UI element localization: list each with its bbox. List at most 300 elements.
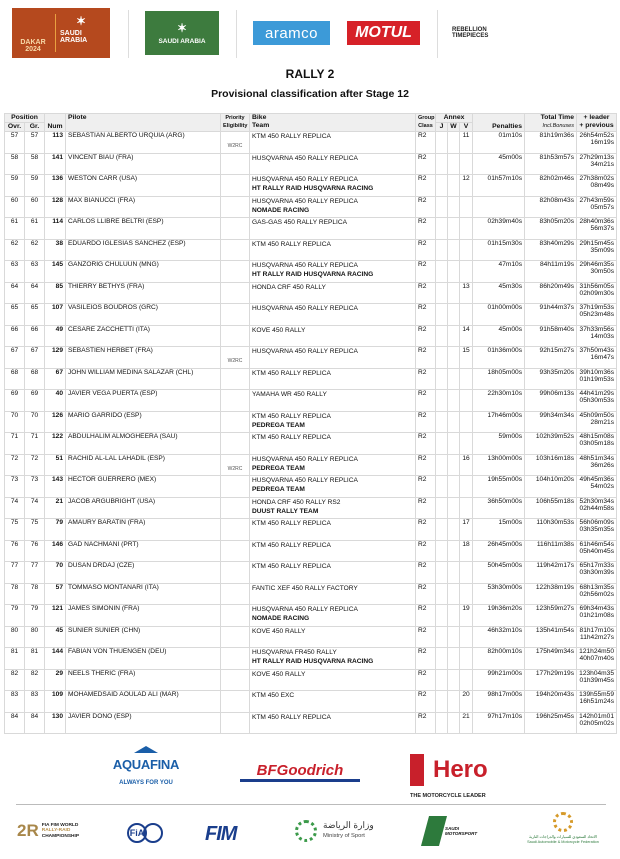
cell-bike-team <box>250 175 416 197</box>
cell-bike-team <box>250 304 416 326</box>
cell-penalties: 45m00s <box>473 153 525 175</box>
gap-to-leader: 39h10m36s <box>579 368 614 376</box>
cell-group-position: 72 <box>25 454 45 476</box>
cell-penalties: 36h50m00s <box>473 497 525 519</box>
fia-globe-icon <box>143 823 163 843</box>
gap-to-previous: 01h21m08s <box>579 612 614 619</box>
table-row <box>5 347 617 369</box>
table-row <box>5 669 617 691</box>
w2rc-line1: FIA FIM WORLD <box>41 822 79 828</box>
cell-priority <box>221 196 250 218</box>
cell-annex-v: 17 <box>460 519 473 541</box>
cell-annex-j <box>436 454 448 476</box>
gap-to-previous: 01h19m53s <box>579 375 614 383</box>
bike-name: KTM 450 RALLY REPLICA <box>252 412 331 420</box>
cell-bike-team <box>250 691 416 713</box>
cell-priority <box>221 669 250 691</box>
cell-pilote: FABIAN VON THUENGEN (DEU) <box>66 648 221 670</box>
cell-pilote: CESARE ZACCHETTI (ITA) <box>66 325 221 347</box>
cell-pilote: TOMMASO MONTANARI (ITA) <box>66 583 221 605</box>
gap-to-leader: 31h56m05s <box>579 282 614 290</box>
cell-pilote: HECTOR GUERRERO (MEX) <box>66 476 221 498</box>
cell-bike-team <box>250 196 416 218</box>
cell-group-position: 65 <box>25 304 45 326</box>
cell-bike-team <box>250 583 416 605</box>
aquafina-name: AQUAFINA <box>112 757 180 772</box>
cell-annex-w <box>448 261 460 283</box>
cell-class: R2 <box>416 304 436 326</box>
cell-penalties: 26h45m00s <box>473 540 525 562</box>
cell-penalties: 01m10s <box>473 132 525 154</box>
cell-annex-w <box>448 497 460 519</box>
cell-number: 109 <box>45 691 66 713</box>
cell-annex-v <box>460 411 473 433</box>
cell-pilote: RACHID AL-LAL LAHADIL (ESP) <box>66 454 221 476</box>
bike-name: HUSQVARNA 450 RALLY REPLICA <box>252 477 358 484</box>
rebellion-logo: REBELLION TIMEPIECES <box>452 27 489 39</box>
header-bike: Bike <box>252 114 267 121</box>
cell-priority <box>221 605 250 627</box>
gap-to-previous: 08m49s <box>590 182 614 189</box>
gap-to-previous: 54m02s <box>590 483 614 490</box>
header-previous: + previous <box>579 122 614 129</box>
header-group-class <box>416 114 436 132</box>
motul-logo: MOTUL <box>347 21 420 45</box>
cell-pilote: EDUARDO IGLESIAS SANCHEZ (ESP) <box>66 239 221 261</box>
cell-number: 114 <box>45 218 66 240</box>
cell-gaps <box>577 390 617 412</box>
cell-priority <box>221 261 250 283</box>
cell-annex-j <box>436 153 448 175</box>
table-row <box>5 454 617 476</box>
cell-penalties: 45m00s <box>473 325 525 347</box>
cell-gaps <box>577 239 617 261</box>
bike-name: HONDA CRF 450 RALLY RS2 <box>252 498 341 506</box>
main-sponsors <box>0 746 620 802</box>
cell-class: R2 <box>416 583 436 605</box>
bike-name: HUSQVARNA 450 RALLY REPLICA <box>252 348 358 355</box>
cell-number: 57 <box>45 583 66 605</box>
gap-to-leader: 37h33m56s <box>579 325 614 333</box>
cell-annex-w <box>448 153 460 175</box>
cell-overall-position: 69 <box>5 390 25 412</box>
samf-arabic: الاتحاد السعودي للسيارات والدراجات النارية <box>529 835 597 839</box>
gap-to-previous: 02h05m02s <box>579 719 614 727</box>
cell-penalties: 50h45m00s <box>473 562 525 584</box>
cell-annex-v <box>460 626 473 648</box>
aramco-logo: aramco <box>253 21 330 45</box>
cell-priority <box>221 282 250 304</box>
bfgoodrich-logo: BFGoodrich <box>240 762 360 782</box>
cell-group-position: 69 <box>25 390 45 412</box>
cell-penalties: 45m30s <box>473 282 525 304</box>
cell-total-time: 123h59m27s <box>525 605 577 627</box>
cell-class: R2 <box>416 712 436 734</box>
dakar-2024-logo <box>12 8 110 58</box>
cell-pilote: MARIO GARRIDO (ESP) <box>66 411 221 433</box>
cell-penalties: 19h55m00s <box>473 476 525 498</box>
cell-number: 143 <box>45 476 66 498</box>
bike-name: HUSQVARNA 450 RALLY REPLICA <box>252 305 358 312</box>
cell-group-position: 61 <box>25 218 45 240</box>
table-row <box>5 239 617 261</box>
bike-name: HUSQVARNA 450 RALLY REPLICA <box>252 262 358 269</box>
cell-bike-team <box>250 454 416 476</box>
dakar-saudi-text: SAUDI ARABIA <box>60 30 88 44</box>
team-name: PEDREGA TEAM <box>252 421 305 429</box>
cell-gaps <box>577 433 617 455</box>
cell-bike-team <box>250 347 416 369</box>
header-bike-team <box>250 114 416 132</box>
cell-annex-j <box>436 261 448 283</box>
cell-pilote: MAX BIANUCCI (FRA) <box>66 196 221 218</box>
cell-overall-position: 60 <box>5 196 25 218</box>
cell-annex-w <box>448 454 460 476</box>
cell-annex-v <box>460 562 473 584</box>
cell-annex-w <box>448 239 460 261</box>
cell-class: R2 <box>416 196 436 218</box>
gap-to-leader: 139h55m59 <box>579 691 614 698</box>
cell-annex-v <box>460 153 473 175</box>
bike-name: KTM 450 RALLY REPLICA <box>252 133 331 140</box>
cell-penalties: 13h00m00s <box>473 454 525 476</box>
cell-group-position: 78 <box>25 583 45 605</box>
cell-annex-v <box>460 648 473 670</box>
cell-gaps <box>577 325 617 347</box>
cell-class: R2 <box>416 347 436 369</box>
cell-pilote: SEBASTIAN ALBERTO URQUIA (ARG) <box>66 132 221 154</box>
header-priority-eligibility <box>221 114 250 132</box>
bike-name: KTM 450 RALLY REPLICA <box>252 240 331 248</box>
gap-to-leader: 27h43m59s <box>579 196 614 204</box>
gap-to-previous: 36m26s <box>590 461 614 469</box>
cell-penalties: 19h36m20s <box>473 605 525 627</box>
cell-annex-w <box>448 540 460 562</box>
cell-pilote: SÉBASTIEN HERBET (FRA) <box>66 347 221 369</box>
cell-pilote: MOHAMEDSAID AOULAD ALI (MAR) <box>66 691 221 713</box>
cell-annex-w <box>448 669 460 691</box>
cell-class: R2 <box>416 669 436 691</box>
cell-pilote: JACOB ARGUBRIGHT (USA) <box>66 497 221 519</box>
cell-annex-w <box>448 476 460 498</box>
header-incl-bonuses: Incl.Bonuses <box>542 123 574 129</box>
bike-name: KTM 450 RALLY REPLICA <box>252 434 331 441</box>
samf-logo <box>518 812 608 845</box>
ministry-flower-icon <box>295 820 317 842</box>
cell-overall-position: 64 <box>5 282 25 304</box>
header-penalties: Penalties <box>473 114 525 132</box>
header-logos <box>0 0 620 62</box>
cell-gaps <box>577 648 617 670</box>
bike-name: KTM 450 RALLY REPLICA <box>252 369 331 377</box>
cell-annex-v <box>460 476 473 498</box>
cell-priority <box>221 175 250 197</box>
cell-pilote: SUNIER SUNIER (CHN) <box>66 626 221 648</box>
bike-name: HUSQVARNA 450 RALLY REPLICA <box>252 197 358 205</box>
cell-bike-team <box>250 282 416 304</box>
team-name: DUUST RALLY TEAM <box>252 507 319 515</box>
gap-to-previous: 03h35m35s <box>579 526 614 533</box>
header-annex: Annex <box>436 114 473 123</box>
palm-swords-icon: ✶ <box>76 14 87 28</box>
table-row <box>5 390 617 412</box>
gap-to-leader: 28h40m36s <box>579 218 614 225</box>
cell-annex-j <box>436 540 448 562</box>
cell-number: 67 <box>45 368 66 390</box>
cell-annex-v: 20 <box>460 691 473 713</box>
cell-class: R2 <box>416 562 436 584</box>
cell-class: R2 <box>416 626 436 648</box>
fia-globe-icon: FiA <box>127 823 147 843</box>
gap-to-leader: 44h41m29s <box>579 390 614 397</box>
cell-annex-w <box>448 411 460 433</box>
team-name: PEDREGA TEAM <box>252 464 305 472</box>
table-row <box>5 476 617 498</box>
table-row <box>5 583 617 605</box>
bike-name: GAS-GAS 450 RALLY REPLICA <box>252 219 348 226</box>
table-row <box>5 153 617 175</box>
bike-name: HUSQVARNA 450 RALLY REPLICA <box>252 154 358 162</box>
cell-gaps <box>577 669 617 691</box>
cell-number: 40 <box>45 390 66 412</box>
table-row <box>5 304 617 326</box>
bike-name: KTM 450 EXC <box>252 692 295 699</box>
cell-annex-v <box>460 583 473 605</box>
gap-to-leader: 65h17m33s <box>579 562 614 569</box>
saudi-arabia-logo <box>145 11 219 55</box>
cell-penalties: 46h32m10s <box>473 626 525 648</box>
cell-pilote: CARLOS LLIBRE BELTRI (ESP) <box>66 218 221 240</box>
cell-bike-team <box>250 368 416 390</box>
header-gaps <box>577 114 617 132</box>
hero-name: Hero <box>433 756 488 783</box>
cell-total-time: 194h20m43s <box>525 691 577 713</box>
cell-penalties: 02h39m40s <box>473 218 525 240</box>
cell-gaps <box>577 304 617 326</box>
cell-bike-team <box>250 626 416 648</box>
cell-gaps <box>577 411 617 433</box>
cell-priority <box>221 519 250 541</box>
cell-annex-j <box>436 132 448 154</box>
saudi-arabia-text: SAUDI ARABIA <box>158 38 206 45</box>
footer-divider <box>16 804 606 805</box>
table-row <box>5 132 617 154</box>
fia-logo <box>127 822 167 844</box>
cell-annex-j <box>436 648 448 670</box>
cell-group-position: 62 <box>25 239 45 261</box>
cell-gaps <box>577 605 617 627</box>
gap-to-previous: 14m03s <box>590 332 614 340</box>
table-row <box>5 605 617 627</box>
cell-annex-j <box>436 691 448 713</box>
cell-annex-v <box>460 218 473 240</box>
cell-overall-position: 74 <box>5 497 25 519</box>
cell-gaps <box>577 368 617 390</box>
team-name: NOMADE RACING <box>252 206 310 214</box>
dakar-year-text: 2024 <box>25 46 41 54</box>
cell-group-position: 57 <box>25 132 45 154</box>
cell-pilote: JAVIER VEGA PUERTA (ESP) <box>66 390 221 412</box>
cell-group-position: 67 <box>25 347 45 369</box>
cell-penalties: 59m00s <box>473 433 525 455</box>
saudi-motorsport-logo <box>425 816 477 846</box>
w2rc-logo <box>17 821 79 841</box>
cell-annex-w <box>448 648 460 670</box>
table-row <box>5 712 617 734</box>
cell-group-position: 75 <box>25 519 45 541</box>
w2rc-line3: CHAMPIONSHIP <box>41 833 80 839</box>
cell-class: R2 <box>416 411 436 433</box>
cell-priority <box>221 325 250 347</box>
cell-priority <box>221 476 250 498</box>
cell-penalties: 18h05m00s <box>473 368 525 390</box>
cell-annex-j <box>436 368 448 390</box>
cell-total-time: 82h08m43s <box>525 196 577 218</box>
cell-pilote: GANZORIG CHULUUN (MNG) <box>66 261 221 283</box>
cell-annex-j <box>436 304 448 326</box>
cell-group-position: 81 <box>25 648 45 670</box>
header-num: Num <box>45 114 66 132</box>
cell-total-time: 84h11m19s <box>525 261 577 283</box>
gap-to-previous: 05h23m48s <box>579 311 614 318</box>
cell-number: 129 <box>45 347 66 369</box>
cell-number: 141 <box>45 153 66 175</box>
cell-number: 121 <box>45 605 66 627</box>
gap-to-leader: 56h06m09s <box>579 519 614 526</box>
cell-annex-v <box>460 196 473 218</box>
cell-class: R2 <box>416 282 436 304</box>
samf-english: Saudi Automobile & Motorcycle Federation <box>527 840 599 844</box>
table-row <box>5 196 617 218</box>
cell-overall-position: 66 <box>5 325 25 347</box>
saudi-motorsport-line1: SAUDI <box>445 826 460 831</box>
cell-number: 130 <box>45 712 66 734</box>
gap-to-previous: 05m57s <box>590 203 614 211</box>
cell-total-time: 91h44m37s <box>525 304 577 326</box>
cell-number: 21 <box>45 497 66 519</box>
bike-name: HONDA CRF 450 RALLY <box>252 283 326 291</box>
gap-to-leader: 26h54m52s <box>579 132 614 139</box>
cell-total-time: 82h02m46s <box>525 175 577 197</box>
cell-annex-j <box>436 712 448 734</box>
gap-to-leader: 48h51m34s <box>579 454 614 462</box>
gap-to-previous: 02h56m02s <box>579 590 614 598</box>
saudi-motorsport-line2: MOTORSPORT <box>445 831 478 836</box>
cell-number: 29 <box>45 669 66 691</box>
cell-gaps <box>577 454 617 476</box>
team-name: PEDREGA TEAM <box>252 486 305 493</box>
header-total-time <box>525 114 577 132</box>
team-name: NOMADE RACING <box>252 615 310 622</box>
cell-number: 144 <box>45 648 66 670</box>
page-title: RALLY 2 <box>285 67 335 81</box>
cell-annex-j <box>436 282 448 304</box>
w2rc-line2: RALLY-RAID <box>41 828 71 834</box>
gap-to-leader: 29h46m35s <box>579 261 614 268</box>
cell-overall-position: 67 <box>5 347 25 369</box>
gap-to-leader: 123h04m35 <box>579 669 614 677</box>
ministry-of-sport-logo <box>295 820 374 842</box>
cell-overall-position: 71 <box>5 433 25 455</box>
cell-priority <box>221 411 250 433</box>
cell-annex-j <box>436 239 448 261</box>
saudi-motorsport-mark-icon <box>421 816 447 846</box>
cell-group-position: 71 <box>25 433 45 455</box>
gap-to-leader: 69h34m43s <box>579 605 614 612</box>
cell-penalties <box>473 196 525 218</box>
bike-name: KOVE 450 RALLY <box>252 670 306 678</box>
cell-gaps <box>577 153 617 175</box>
cell-gaps <box>577 218 617 240</box>
table-row <box>5 433 617 455</box>
cell-total-time: 99h34m34s <box>525 411 577 433</box>
cell-group-position: 60 <box>25 196 45 218</box>
cell-penalties: 82h00m10s <box>473 648 525 670</box>
mountain-icon <box>134 746 158 753</box>
cell-pilote: THIERRY BETHYS (FRA) <box>66 282 221 304</box>
cell-overall-position: 78 <box>5 583 25 605</box>
cell-overall-position: 59 <box>5 175 25 197</box>
cell-pilote: ABDULHALIM ALMOGHEERA (SAU) <box>66 433 221 455</box>
fim-logo: FIM <box>205 823 237 845</box>
cell-group-position: 64 <box>25 282 45 304</box>
cell-bike-team <box>250 476 416 498</box>
header-ovr: Ovr. <box>5 123 25 132</box>
cell-group-position: 58 <box>25 153 45 175</box>
page-subtitle: Provisional classification after Stage 12 <box>211 88 409 100</box>
bike-name: HUSQVARNA 450 RALLY REPLICA <box>252 455 358 463</box>
gap-to-leader: 27h38m02s <box>579 175 614 182</box>
cell-annex-v: 15 <box>460 347 473 369</box>
cell-class: R2 <box>416 132 436 154</box>
cell-gaps <box>577 626 617 648</box>
gap-to-previous: 11h42m27s <box>580 633 614 641</box>
cell-penalties: 01h36m00s <box>473 347 525 369</box>
cell-penalties: 53h30m00s <box>473 583 525 605</box>
cell-overall-position: 72 <box>5 454 25 476</box>
cell-annex-w <box>448 626 460 648</box>
cell-gaps <box>577 282 617 304</box>
cell-overall-position: 75 <box>5 519 25 541</box>
cell-overall-position: 76 <box>5 540 25 562</box>
cell-gaps <box>577 519 617 541</box>
gap-to-leader: 37h50m43s <box>579 347 614 354</box>
table-row <box>5 325 617 347</box>
cell-total-time: 135h41m54s <box>525 626 577 648</box>
gap-to-previous: 40h07m40s <box>579 655 614 662</box>
cell-class: R2 <box>416 454 436 476</box>
cell-total-time: 175h49m34s <box>525 648 577 670</box>
table-row <box>5 411 617 433</box>
cell-bike-team <box>250 562 416 584</box>
cell-gaps <box>577 583 617 605</box>
cell-number: 146 <box>45 540 66 562</box>
cell-annex-j <box>436 519 448 541</box>
gap-to-previous: 16m47s <box>590 354 614 361</box>
cell-overall-position: 81 <box>5 648 25 670</box>
cell-annex-w <box>448 304 460 326</box>
cell-class: R2 <box>416 153 436 175</box>
table-row <box>5 218 617 240</box>
bike-name: KTM 450 RALLY REPLICA <box>252 520 331 527</box>
cell-annex-v <box>460 261 473 283</box>
cell-gaps <box>577 476 617 498</box>
table-row <box>5 175 617 197</box>
gap-to-leader: 52h30m34s <box>579 497 614 505</box>
cell-annex-v: 19 <box>460 605 473 627</box>
gap-to-previous: 01h39m45s <box>579 676 614 684</box>
cell-class: R2 <box>416 497 436 519</box>
